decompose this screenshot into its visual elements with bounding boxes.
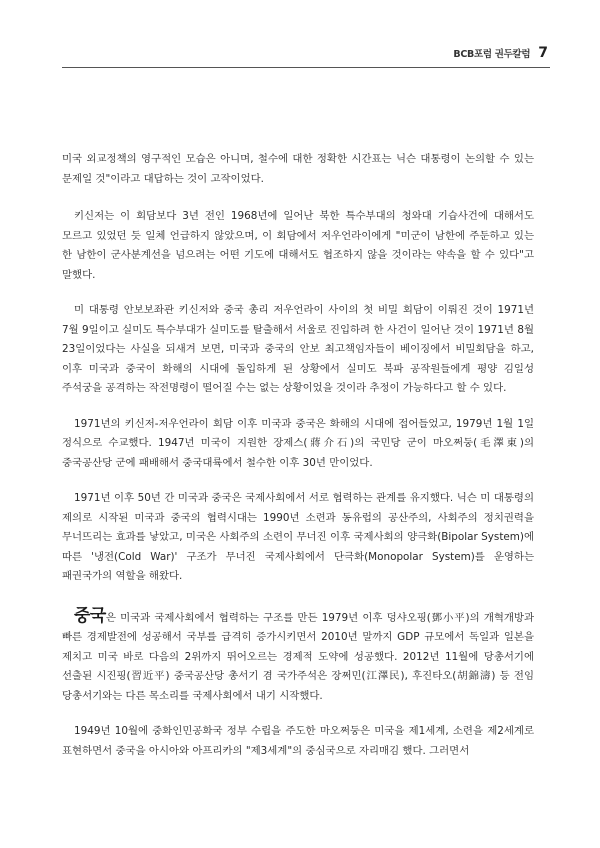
paragraph-1: 미국 외교정책의 영구적인 모습은 아니며, 철수에 대한 정확한 시간표는 닉슨 대통령이 논의할 수 있는 문제일 것"이라고 대답하는 것이 고작이었다.	[62, 153, 534, 185]
page-number: 7	[538, 45, 548, 61]
header-title: BCB포럼 권두칼럼	[453, 49, 531, 60]
paragraph-7: 1949년 10월에 중화인민공화국 정부 수립을 주도한 마오쩌둥은 미국을 제1세계, 소련을 제2세계로 표현하면서 중국을 아시아와 아프리카의 "제3세계"의 중심국으로 자리매김 했다. 그러면서	[62, 725, 534, 757]
paragraph-5: 1971년 이후 50년 간 미국과 중국은 국제사회에서 서로 협력하는 관계를 유지했다. 닉슨 미 대통령의 제의로 시작된 미국과 중국의 협력시대는 1990년 소련과 동유럽의 공산주의, 사회주의 정치권력을 무너뜨리는 효과를 낳았고, 미국은 사회주의 소련이 무너진 이후 국제사회의 양극화(Bipolar System)에 따른 '냉전(Cold War)' 구조가 무너진 국제사회에서 단극화(Monopolar System)를 운영하는 패권국가의 역할을 해왔다.	[62, 492, 534, 582]
paragraph-4: 1971년의 키신저-저우언라이 회담 이후 미국과 중국은 화해의 시대에 접어들었고, 1979년 1월 1일 정식으로 수교했다. 1947년 미국이 지원한 장제스(蔣介石)의 국민당 군이 마오쩌둥(毛澤東)의 중국공산당 군에 패배해서 중국대륙에서 철수한 이후 30년 만이었다.	[62, 417, 534, 469]
paragraph-2: 키신저는 이 회담보다 3년 전인 1968년에 일어난 북한 특수부대의 청와대 기습사건에 대해서도 모르고 있었던 듯 일체 언급하지 않았으며, 이 회담에서 저우언라이에게 "미군이 남한에 주둔하고 있는 한 남한이 군사분계선을 넘으려는 어떤 기도에 대해서도 협조하지 않을 것이라는 약속을 할 수 있다"고 말했다.	[62, 210, 534, 281]
header-divider	[62, 67, 550, 68]
article-body	[62, 150, 534, 777]
paragraph-6	[62, 607, 534, 707]
lead-word: 중국	[74, 605, 106, 626]
page-header	[448, 44, 548, 62]
paragraph-3: 미 대통령 안보보좌관 키신저와 중국 총리 저우언라이 사이의 첫 비밀 회담이 이뤄진 것이 1971년 7월 9일이고 실미도 특수부대가 실미도를 탈출해서 서울로 진입하려 한 사건이 일어난 것이 1971년 8월 23일이었다는 사실을 되새겨 보면, 미국과 중국의 안보 최고책임자들이 베이징에서 비밀회담을 하고, 이후 미국과 중국이 화해의 시대에 돌입하게 된 상황에서 실미도 북파 공작원들에게 평양 김일성 주석궁을 공격하는 작전명령이 떨어질 수는 없는 상황이었을 것이라 추정이 가능하다고 할 수 있다.	[62, 304, 534, 394]
paragraph-6-text: 은 미국과 국제사회에서 협력하는 구조를 만든 1979년 이후 덩샤오핑(鄧小平)의 개혁개방과 빠른 경제발전에 성공해서 국부를 급격히 증가시키면서 2010년 말까지 GDP 규모에서 독일과 일본을 제치고 미국 바로 다음의 2위까지 뛰어오르는 경제적 도약에 성공했다. 2012년 11월에 당총서기에 선출된 시진핑(習近平) 중국공산당 총서기 겸 국가주석은 장쩌민(江澤民), 후진타오(胡錦濤) 등 전임 당총서기와는 다른 목소리를 국제사회에서 내기 시작했다.	[62, 611, 534, 702]
